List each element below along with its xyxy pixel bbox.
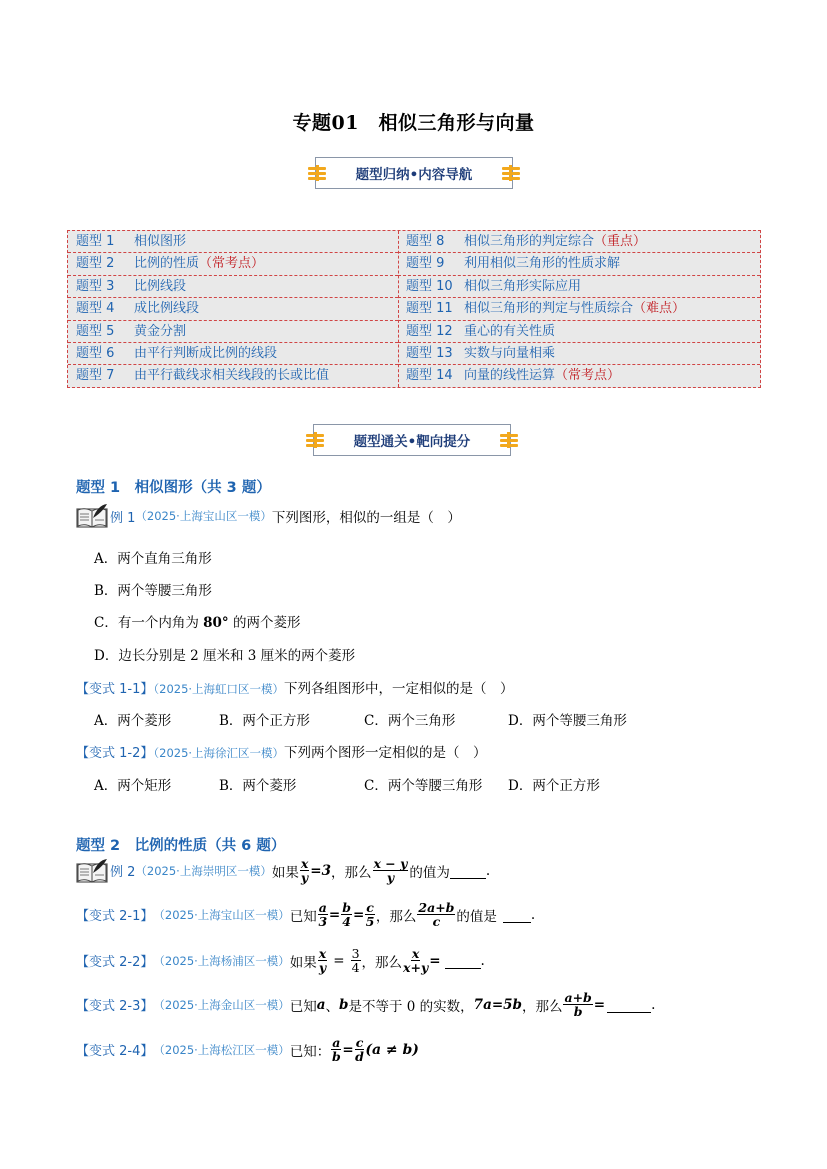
variant-question: 下列两个图形一定相似的是（ ） [284,745,487,761]
nav-item-tag: （常考点） [199,256,265,272]
fraction-numerator: x − y [373,856,408,871]
equation: =3 [310,862,331,879]
variant-label: 【变式 1-2】 [76,746,154,761]
banner-content-navigation [315,157,513,189]
nav-item-label: 实数与向量相乘 [464,345,556,361]
fraction-numerator: c [355,1035,364,1050]
fraction [417,901,455,928]
fraction [300,857,309,884]
decor-bracket-icon [502,165,520,181]
fraction [318,947,327,974]
nav-item-number: 题型 12 [406,323,453,339]
nav-item-number: 题型 4 [76,301,115,317]
nav-item-number: 题型 13 [406,345,453,361]
nav-item-label: 比例线段 [134,278,187,294]
text: . [530,906,536,923]
variant-source: （2025·上海徐汇区一模） [153,746,285,760]
fraction [365,901,375,928]
variant-source: （2025·上海金山区一模） [153,997,290,1012]
variant-label: 【变式 2-2】 [76,955,154,970]
nav-item[interactable] [68,298,398,320]
fraction-numerator: x [411,946,420,961]
fraction-denominator: x+y [403,960,429,975]
variant-1-2-option-a: A．两个矩形 [94,778,172,794]
example-1 [76,503,461,529]
nav-item-label: 向量的线性运算 [464,368,556,384]
nav-item-tag: （难点） [633,301,686,317]
nav-item-number: 题型 7 [76,368,115,384]
example-2 [76,857,490,884]
nav-item[interactable] [68,231,398,253]
option-c-angle: 80° [203,615,229,631]
equals: = [333,952,345,969]
text: 已知 [289,908,317,925]
option-d: D．边长分别是 2 厘米和 3 厘米的两个菱形 [94,648,356,664]
variant-2-4 [76,1036,419,1063]
example-source: （2025·上海宝山区一模） [135,509,272,523]
variant-label: 【变式 2-3】 [76,999,154,1014]
variant-1-1 [76,677,514,697]
fraction [373,857,409,884]
nav-item-number: 题型 2 [76,256,115,272]
fraction-denominator: y [386,870,395,885]
nav-item-tag: （常考点） [555,368,621,384]
text: ，那么 [331,864,372,881]
answer-blank[interactable] [503,906,531,923]
text: 是不等于 0 的实数， [348,998,474,1015]
nav-item-number: 题型 3 [76,278,115,294]
nav-item-label: 成比例线段 [134,301,200,317]
fraction [351,947,361,974]
nav-item[interactable] [68,321,398,343]
nav-item[interactable] [398,343,760,365]
option-b: B．两个等腰三角形 [94,583,212,599]
open-book-icon [76,503,108,529]
fraction-numerator: 3 [351,946,360,961]
example-source: （2025·上海崇明区一模） [135,863,272,878]
variant-1-2 [76,741,487,761]
nav-item-number: 题型 8 [406,234,445,249]
fraction-denominator: b [331,1049,341,1064]
variant-label: 【变式 2-1】 [76,909,154,924]
nav-item[interactable] [68,343,398,365]
nav-column-right [398,231,760,387]
fraction [563,991,592,1018]
banner-label: 题型通关•靶向提分 [353,434,471,450]
nav-item-number: 题型 6 [76,345,115,361]
equals: = [429,952,441,969]
open-book-icon [76,858,108,884]
fraction-denominator: 4 [351,960,360,975]
fraction-numerator: a+b [564,990,592,1005]
variable: a [316,996,326,1013]
variant-1-1-option-a: A．两个菱形 [94,713,172,729]
banner-label: 题型归纳•内容导航 [355,167,473,183]
variant-question: 下列各组图形中，一定相似的是（ ） [284,681,514,697]
variant-source: （2025·上海杨浦区一模） [153,953,290,968]
variable: b [339,996,349,1013]
option-c-text: 的两个菱形 [228,615,301,631]
nav-item[interactable] [68,365,398,387]
nav-item[interactable] [398,253,760,275]
fraction-numerator: x [300,856,309,871]
section-heading: 题型 2 比例的性质（共 6 题） [76,838,286,854]
variant-1-1-option-d: D．两个等腰三角形 [508,713,627,729]
text: 、 [325,998,340,1015]
fraction-numerator: x [318,946,327,961]
fraction-numerator: 2a+b [418,900,455,915]
example-label: 例 2 [110,865,136,880]
page-title: 专题01 相似三角形与向量 [292,112,535,134]
variant-label: 【变式 2-4】 [76,1044,154,1059]
nav-item[interactable] [398,231,760,253]
nav-item[interactable] [398,298,760,320]
fraction [331,1036,341,1063]
fraction [341,901,352,928]
nav-item-label: 相似三角形的判定与性质综合 [464,301,634,317]
fraction-denominator: 5 [365,914,375,929]
text: ，那么 [521,998,563,1015]
text: . [485,862,491,879]
variant-1-2-option-d: D．两个正方形 [508,778,600,794]
text: ，那么 [375,908,417,925]
text: . [651,996,656,1013]
variant-2-1 [76,901,535,928]
text: 的值为 [409,864,450,881]
equals: = [342,1041,354,1058]
decor-bracket-icon [308,165,326,181]
nav-item-number: 题型 14 [406,368,453,384]
nav-item-number: 题型 11 [406,301,453,317]
variant-source: （2025·上海虹口区一模） [153,682,285,696]
option-c-text: C．有一个内角为 [94,615,204,631]
nav-item-label: 黄金分割 [134,323,187,339]
nav-column-left [68,231,399,387]
equation: 7a=5b [473,996,522,1013]
nav-item-label: 由平行截线求相关线段的长或比值 [134,368,330,384]
nav-item[interactable] [398,321,760,343]
fraction-denominator: y [318,960,327,975]
equals: = [593,996,606,1013]
variant-1-2-option-b: B．两个菱形 [219,778,297,794]
text: 已知： [289,1043,331,1060]
nav-item-tag: （重点） [594,234,647,249]
fraction-denominator: d [355,1049,364,1064]
option-a: A．两个直角三角形 [94,551,212,567]
nav-item[interactable] [68,276,398,298]
variant-source: （2025·上海松江区一模） [153,1042,290,1057]
fraction-denominator: 3 [318,914,328,929]
nav-item[interactable] [398,365,760,387]
variant-2-2 [76,947,485,974]
text: ，那么 [361,954,403,971]
fraction-numerator: b [342,900,351,915]
fraction-numerator: a [332,1035,341,1050]
text: 的值是 [456,908,497,925]
nav-item-label: 比例的性质 [134,256,200,272]
decor-bracket-icon [500,432,518,448]
nav-item-label: 相似三角形实际应用 [464,278,582,294]
fraction [318,901,328,928]
variant-1-1-option-b: B．两个正方形 [219,713,310,729]
variant-source: （2025·上海宝山区一模） [153,907,290,922]
text: 如果 [289,954,317,971]
option-c [94,611,300,631]
equals: = [352,906,365,923]
nav-item-number: 题型 9 [406,256,445,272]
fraction-numerator: a [318,900,327,915]
condition: (a ≠ b) [365,1041,419,1058]
banner-practice [313,424,511,456]
topic-navigation-table [67,230,761,388]
variant-1-2-option-c: C．两个等腰三角形 [364,778,483,794]
variant-1-1-option-c: C．两个三角形 [364,713,456,729]
answer-blank[interactable] [445,952,481,969]
fraction-numerator: c [366,900,374,915]
nav-item-label: 重心的有关性质 [464,323,556,339]
nav-item-label: 利用相似三角形的性质求解 [464,256,621,272]
nav-item[interactable] [398,276,760,298]
example-question: 下列图形，相似的一组是（ ） [271,510,461,526]
nav-item[interactable] [68,253,398,275]
fraction [403,947,428,974]
nav-item-label: 相似三角形的判定综合 [464,234,595,249]
nav-item-label: 由平行判断成比例的线段 [134,345,278,361]
fraction-denominator: c [432,914,441,929]
nav-item-number: 题型 5 [76,323,115,339]
text: 已知 [289,998,317,1015]
text: . [480,952,485,969]
answer-blank[interactable] [607,996,651,1013]
decor-bracket-icon [306,432,324,448]
answer-blank[interactable] [450,862,486,879]
variant-2-3 [76,991,655,1018]
nav-item-number: 题型 10 [406,278,453,294]
fraction-denominator: 4 [342,914,351,929]
example-label: 例 1 [110,510,136,526]
fraction-denominator: y [300,870,309,885]
fraction-denominator: b [573,1004,583,1019]
nav-item-label: 相似图形 [134,234,187,249]
text: 如果 [271,864,299,881]
equals: = [328,906,341,923]
fraction [355,1036,365,1063]
variant-label: 【变式 1-1】 [76,682,154,697]
section-heading: 题型 1 相似图形（共 3 题） [76,480,271,496]
nav-item-number: 题型 1 [76,234,115,249]
